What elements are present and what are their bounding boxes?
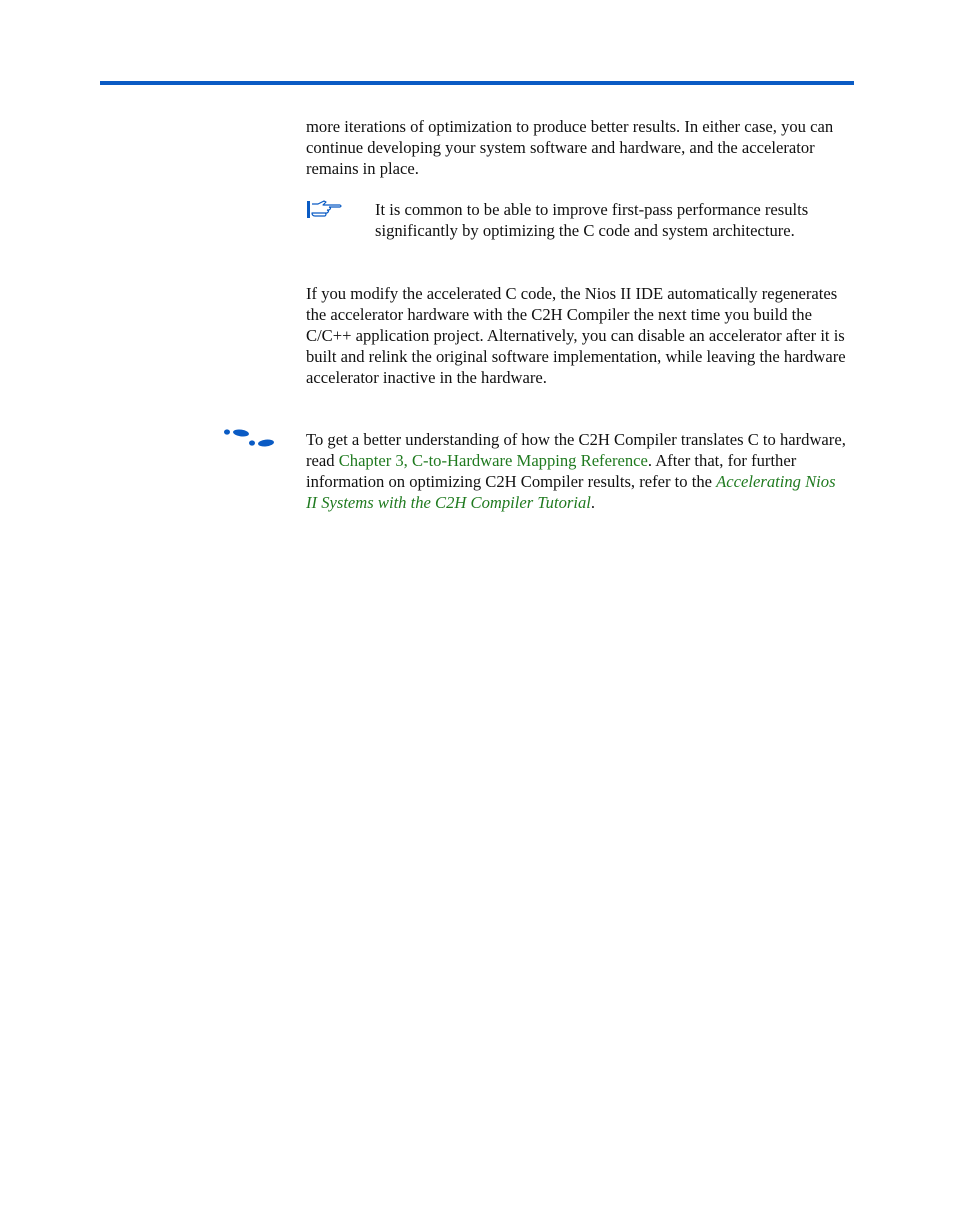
- chapter-3-link[interactable]: Chapter 3, C-to-Hardware Mapping Reference: [338, 450, 648, 470]
- next-step-text-3: .: [590, 492, 596, 512]
- footprints-icon: [223, 428, 275, 450]
- next-step-paragraph: [306, 430, 846, 514]
- body-paragraph-2: If you modify the accelerated C code, the Nios II IDE automatically regenerates the accelerator hardware with the C2H Compiler the next time you build the C/C++ application project. Alternatively, you can disable an accelerator after it is built and relink the original software implementation, while leaving the hardware accelerator inactive in the hardware.: [306, 284, 846, 387]
- tutorial-link[interactable]: Accelerating Nios II Systems with the C2H Compiler Tutorial: [306, 471, 836, 512]
- body-paragraph-1: more iterations of optimization to produce better results. In either case, you can continue developing your system software and hardware, and the accelerator remains in place.: [306, 117, 834, 178]
- pointing-hand-icon: [306, 199, 344, 221]
- next-step-text-2: . After that, for further information on optimizing C2H Compiler results, refer to the: [306, 450, 797, 491]
- note-text: It is common to be able to improve first-pass performance results significantly by optimizing the C code and system architecture.: [375, 200, 809, 240]
- next-step-text-1: To get a better understanding of how the C2H Compiler translates C to hardware, read: [306, 430, 846, 470]
- header-rule: [100, 81, 854, 85]
